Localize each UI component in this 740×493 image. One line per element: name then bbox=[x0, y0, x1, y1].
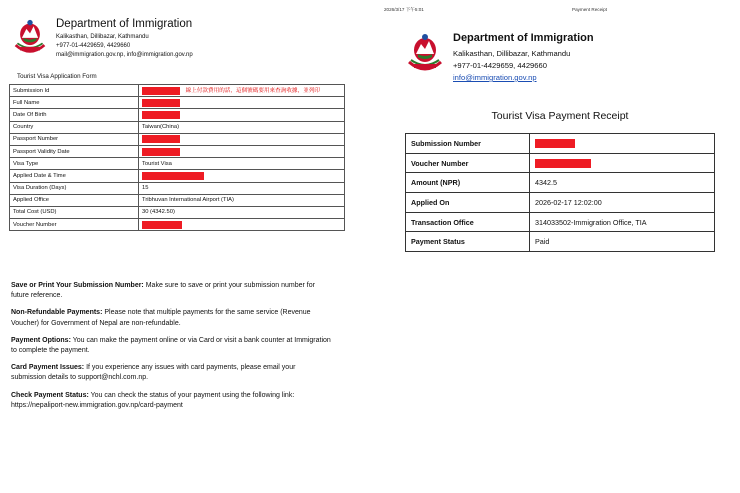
row-value bbox=[139, 219, 345, 231]
row-value: 15 bbox=[139, 182, 345, 194]
right-header bbox=[405, 32, 594, 84]
left-header-phone: +977-01-4429659, 4429660 bbox=[56, 43, 131, 49]
note-text: Make sure to save or print your submission number for future reference. bbox=[11, 282, 315, 300]
table-row bbox=[10, 133, 345, 145]
table-row bbox=[10, 206, 345, 218]
receipt-table bbox=[405, 133, 715, 252]
row-value: 30 (4342.50) bbox=[139, 206, 345, 218]
note-text: You can make the payment online or via Card or visit a bank counter at Immigration to complete the payment. bbox=[11, 336, 331, 355]
row-label: Applied On bbox=[406, 193, 530, 213]
row-label: Voucher Number bbox=[406, 153, 530, 173]
row-value bbox=[530, 134, 715, 154]
right-header-title: Department of Immigration bbox=[453, 32, 594, 44]
redaction-box bbox=[142, 111, 180, 119]
note-item bbox=[11, 308, 331, 328]
note-title: Payment Options: bbox=[11, 336, 71, 344]
table-row bbox=[10, 85, 345, 97]
note-title: Check Payment Status: bbox=[11, 391, 89, 399]
row-value bbox=[139, 133, 345, 145]
note-item bbox=[11, 363, 331, 383]
row-label: Country bbox=[10, 121, 139, 133]
table-row bbox=[10, 158, 345, 170]
row-value bbox=[139, 109, 345, 121]
redaction-box bbox=[535, 139, 575, 148]
row-value bbox=[139, 170, 345, 182]
row-label: Voucher Number bbox=[10, 219, 139, 231]
application-form-table bbox=[9, 84, 345, 231]
note-item bbox=[11, 281, 331, 301]
redaction-note: 線上付款費用的話，這個號碼要用來查詢收據，並列印 bbox=[185, 88, 320, 95]
row-label: Applied Office bbox=[10, 194, 139, 206]
redaction-box bbox=[142, 99, 180, 107]
right-header-phone: +977-01-4429659, 4429660 bbox=[453, 61, 547, 70]
payment-receipt-page bbox=[370, 0, 740, 493]
table-row bbox=[406, 134, 715, 154]
left-header bbox=[12, 18, 193, 60]
row-label: Total Cost (USD) bbox=[10, 206, 139, 218]
row-label: Submission Number bbox=[406, 134, 530, 154]
table-row bbox=[10, 97, 345, 109]
note-title: Non-Refundable Payments: bbox=[11, 309, 103, 317]
right-header-address: Kalikasthan, Dillibazar, Kathmandu bbox=[453, 49, 571, 58]
row-label: Date Of Birth bbox=[10, 109, 139, 121]
print-page-title: Payment Receipt bbox=[572, 7, 607, 12]
table-row bbox=[10, 194, 345, 206]
row-value: Tourist Visa bbox=[139, 158, 345, 170]
row-label: Full Name bbox=[10, 97, 139, 109]
note-title: Card Payment Issues: bbox=[11, 364, 85, 372]
left-header-email: mail@immigration.gov.np, info@immigration.gov.np bbox=[56, 52, 193, 58]
print-timestamp: 2026/3/17 下午5:01 bbox=[384, 7, 424, 12]
table-row bbox=[406, 212, 715, 232]
row-value: Taiwan(China) bbox=[139, 121, 345, 133]
row-label: Payment Status bbox=[406, 232, 530, 252]
note-item bbox=[11, 336, 331, 356]
row-value bbox=[139, 145, 345, 157]
note-text: If you experience any issues with card payments, please email your submission details to support@nchl.com.np. bbox=[11, 364, 296, 382]
table-row bbox=[10, 170, 345, 182]
row-value: 314033502-Immigration Office, TIA bbox=[530, 212, 715, 232]
row-value bbox=[139, 85, 345, 97]
table-row bbox=[10, 219, 345, 231]
row-value: Tribhuvan International Airport (TIA) bbox=[139, 194, 345, 206]
redaction-box bbox=[142, 172, 204, 180]
table-row bbox=[406, 173, 715, 193]
receipt-title: Tourist Visa Payment Receipt bbox=[491, 110, 629, 122]
note-text: You can check the status of your payment using the following link: https://nepaliport-new.immigration.gov.np/card-payment bbox=[11, 391, 295, 409]
row-label: Applied Date & Time bbox=[10, 170, 139, 182]
table-row bbox=[406, 193, 715, 213]
table-row bbox=[10, 182, 345, 194]
email-link[interactable]: info@immigration.gov.np bbox=[453, 73, 537, 82]
row-label: Amount (NPR) bbox=[406, 173, 530, 193]
table-row bbox=[406, 153, 715, 173]
form-title: Tourist Visa Application Form bbox=[17, 73, 97, 80]
nepal-emblem-icon bbox=[12, 18, 48, 56]
redaction-box bbox=[142, 148, 180, 156]
row-value: Paid bbox=[530, 232, 715, 252]
row-label: Passport Number bbox=[10, 133, 139, 145]
payment-notes bbox=[11, 281, 331, 418]
table-row bbox=[406, 232, 715, 252]
redaction-box bbox=[142, 221, 182, 229]
redaction-box bbox=[535, 159, 591, 168]
row-value bbox=[530, 153, 715, 173]
table-row bbox=[10, 109, 345, 121]
row-value: 4342.5 bbox=[530, 173, 715, 193]
row-label: Transaction Office bbox=[406, 212, 530, 232]
application-form-page bbox=[0, 0, 355, 493]
row-label: Visa Type bbox=[10, 158, 139, 170]
row-label: Submission Id bbox=[10, 85, 139, 97]
row-value bbox=[139, 97, 345, 109]
row-value: 2026-02-17 12:02:00 bbox=[530, 193, 715, 213]
row-label: Visa Duration (Days) bbox=[10, 182, 139, 194]
note-item bbox=[11, 391, 331, 411]
row-label: Passport Validity Date bbox=[10, 145, 139, 157]
table-row bbox=[10, 121, 345, 133]
table-row bbox=[10, 145, 345, 157]
redaction-box bbox=[142, 87, 180, 95]
left-header-title: Department of Immigration bbox=[56, 18, 193, 30]
note-text: Please note that multiple payments for the same service (Revenue Voucher) for Government of Nepal are non-refundable. bbox=[11, 309, 311, 327]
left-header-address: Kalikasthan, Dillibazar, Kathmandu bbox=[56, 34, 149, 40]
redaction-box bbox=[142, 135, 180, 143]
note-title: Save or Print Your Submission Number: bbox=[11, 282, 144, 289]
nepal-emblem-icon bbox=[405, 32, 445, 74]
